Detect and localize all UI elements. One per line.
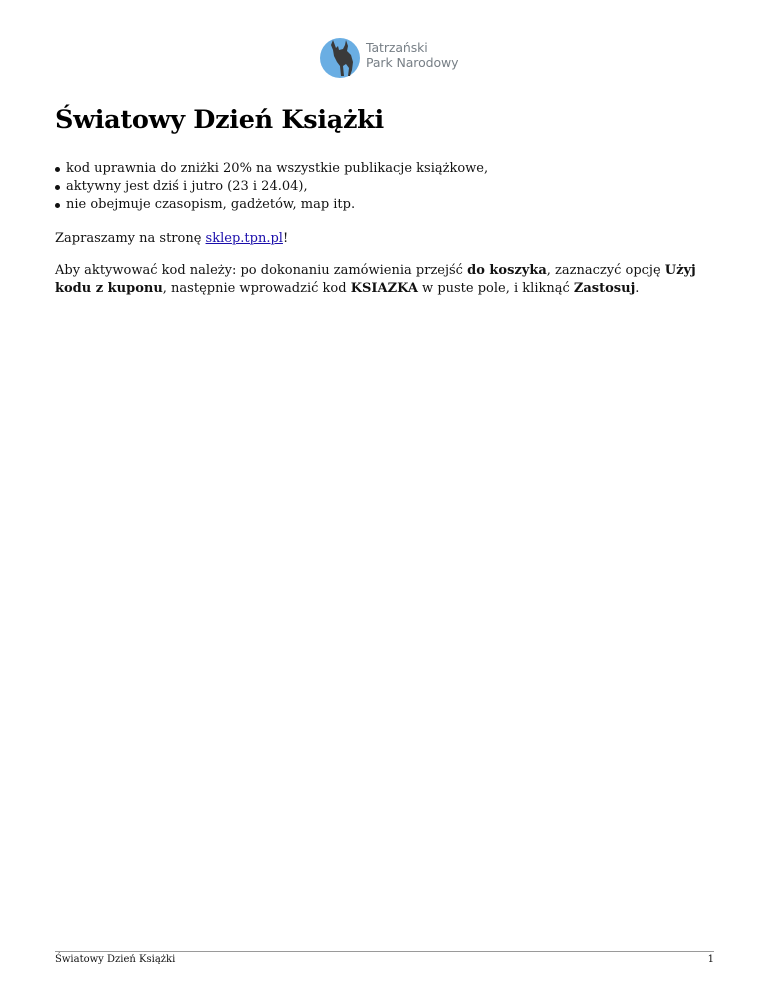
logo-line-2: Park Narodowy bbox=[366, 55, 459, 70]
logo-line-1: Tatrzański bbox=[366, 40, 428, 55]
invite-suffix: ! bbox=[282, 231, 289, 246]
bullet-icon bbox=[55, 185, 60, 190]
chamois-logo-icon bbox=[319, 36, 363, 80]
list-item-text: kod uprawnia do zniżki 20% na wszystkie publikacje książkowe, bbox=[66, 161, 489, 176]
coupon-option-emphasis: Użyj kodu z kuponu bbox=[55, 263, 696, 296]
page-title: Światowy Dzień Książki bbox=[55, 105, 384, 135]
instructions-text: . bbox=[635, 281, 640, 296]
list-item bbox=[55, 196, 715, 214]
bullet-icon bbox=[55, 167, 60, 172]
instructions-text: , następnie wprowadzić kod bbox=[162, 281, 351, 296]
shop-link[interactable]: sklep.tpn.pl bbox=[205, 231, 283, 246]
footer-title: Światowy Dzień Książki bbox=[55, 954, 176, 965]
cart-emphasis: do koszyka bbox=[467, 263, 547, 278]
tpn-logo bbox=[319, 36, 469, 80]
footer-divider bbox=[55, 951, 714, 952]
page-number: 1 bbox=[707, 954, 714, 965]
instructions-paragraph bbox=[55, 262, 715, 298]
apply-emphasis: Zastosuj bbox=[573, 281, 636, 296]
list-item bbox=[55, 160, 715, 178]
document-body bbox=[55, 104, 715, 298]
instructions-text: Aby aktywować kod należy: po dokonaniu zamówienia przejść bbox=[55, 263, 468, 278]
instructions-text: w puste pole, i kliknąć bbox=[417, 281, 574, 296]
bullet-icon bbox=[55, 203, 60, 208]
logo-wordmark bbox=[366, 40, 458, 70]
coupon-code: KSIAZKA bbox=[350, 281, 418, 296]
invite-text: Zapraszamy na stronę bbox=[55, 231, 206, 246]
invite-paragraph bbox=[55, 230, 715, 248]
list-item bbox=[55, 178, 715, 196]
list-item-text: aktywny jest dziś i jutro (23 i 24.04), bbox=[66, 179, 308, 194]
instructions-text: , zaznaczyć opcję bbox=[546, 263, 665, 278]
conditions-list bbox=[55, 160, 715, 214]
list-item-text: nie obejmuje czasopism, gadżetów, map itp. bbox=[66, 197, 356, 212]
